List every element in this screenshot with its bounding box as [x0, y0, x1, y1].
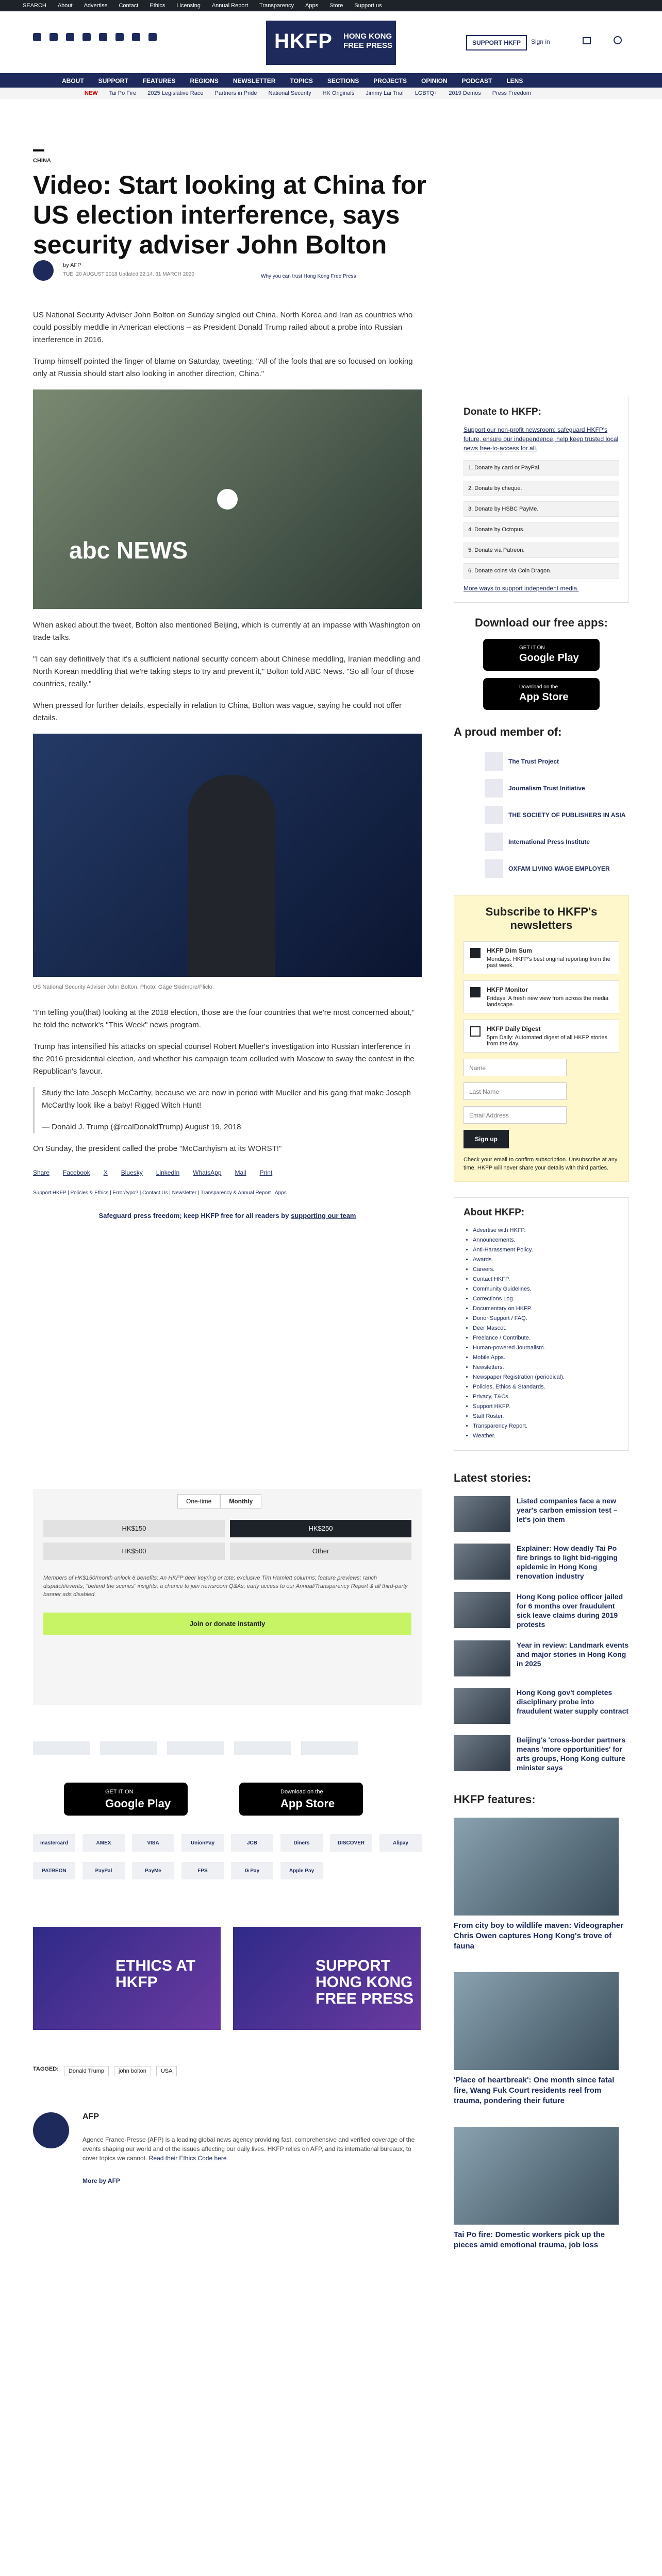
checkbox-icon[interactable]: [470, 987, 481, 997]
share-x[interactable]: X: [103, 1169, 108, 1176]
share-bar: [33, 1166, 422, 1179]
author-avatar[interactable]: [33, 260, 54, 281]
trust-link[interactable]: Why you can trust Hong Kong Free Press: [261, 274, 356, 279]
features-title: HKFP features:: [454, 1793, 536, 1806]
google-play-button[interactable]: [64, 1783, 188, 1816]
member-name: Journalism Trust Initiative: [508, 785, 585, 792]
partner-badge[interactable]: [33, 1741, 90, 1755]
promo-videos: [33, 1927, 421, 2030]
latest-story[interactable]: [454, 1735, 629, 1772]
twitter-icon[interactable]: [33, 33, 41, 41]
partner-badge[interactable]: [234, 1741, 291, 1755]
newsletter-monitor[interactable]: [464, 980, 619, 1013]
signin-link[interactable]: Sign in: [531, 38, 550, 45]
about-item[interactable]: • Transparency Report.: [473, 1421, 619, 1431]
jti-icon: [485, 779, 503, 798]
payme-icon: PayMe: [132, 1862, 174, 1879]
member-sopa[interactable]: [485, 802, 629, 828]
nav-about[interactable]: ABOUT: [62, 77, 84, 84]
member-name: The Trust Project: [508, 758, 559, 765]
about-item[interactable]: • Awards.: [473, 1255, 619, 1265]
nav-sections[interactable]: SECTIONS: [327, 77, 359, 84]
about-item[interactable]: • Support HKFP.: [473, 1402, 619, 1412]
story-thumbnail: [454, 1496, 510, 1532]
email-icon[interactable]: [132, 33, 140, 41]
photo-subject: [188, 775, 275, 977]
nl-name: HKFP Monitor: [487, 986, 528, 993]
author-byline[interactable]: by AFP: [63, 262, 81, 268]
donate-text[interactable]: Support our non-profit newsroom: safeguard HKFP's future, ensure our independence, help keep trusted local news free-to-access for all.: [464, 426, 619, 452]
abc-news-logo: abc NEWS: [69, 537, 188, 564]
topbar-about[interactable]: About: [57, 3, 73, 9]
donate-option[interactable]: 5. Donate via Patreon.: [464, 543, 619, 558]
tweet-text: Study the late Joseph McCarthy, because we are now in period with Mueller and his gang that make Joseph McCarthy look like a baby! Rigged Witch Hunt!: [42, 1089, 411, 1110]
about-item[interactable]: • Policies, Ethics & Standards.: [473, 1382, 619, 1392]
paypal-icon: PayPal: [82, 1862, 125, 1879]
about-item[interactable]: • Advertise with HKFP.: [473, 1226, 619, 1235]
more-ways-link[interactable]: More ways to support independent media.: [464, 585, 579, 592]
embedded-tweet: [33, 1087, 422, 1133]
article-title: Video: Start looking at China for US election interference, says security adviser John Bolton: [33, 171, 427, 259]
topbar-ethics[interactable]: Ethics: [150, 3, 166, 9]
name-field[interactable]: Name: [464, 1059, 567, 1076]
about-item[interactable]: • Mobile Apps.: [473, 1353, 619, 1363]
about-item[interactable]: • Corrections Log.: [473, 1294, 619, 1304]
support-promo[interactable]: [233, 1927, 421, 2030]
ipi-icon: [485, 833, 503, 851]
topbar-licensing[interactable]: Licensing: [176, 3, 201, 9]
nl-desc: Mondays: HKFP's best original reporting from the past week.: [487, 956, 610, 969]
payment-methods: [33, 1834, 422, 1879]
sidebar-google-play[interactable]: [483, 639, 600, 671]
paragraph: Trump himself pointed the finger of blame on Saturday, tweeting: "All of the fools that are so focused on looking only at Russia should start also looking in another direction, China.": [33, 357, 413, 378]
trend-item[interactable]: 2019 Demos: [449, 90, 481, 96]
tag-item[interactable]: USA: [156, 2066, 177, 2076]
about-item[interactable]: • Freelance / Contribute.: [473, 1333, 619, 1343]
article-date: TUE, 20 AUGUST 2018 Updated 22:14, 31 MARCH 2020: [63, 272, 194, 277]
story-headline: Year in review: Landmark events and major stories in Hong Kong in 2025: [517, 1641, 629, 1668]
mastercard-icon: mastercard: [33, 1834, 75, 1852]
photo-caption: US National Security Adviser John Bolton. Photo: Gage Skidmore/Flickr.: [33, 984, 214, 990]
donate-title: Donate to HKFP:: [464, 406, 541, 417]
promo-title: ETHICS AT HKFP: [115, 1957, 195, 1991]
donate-option[interactable]: 1. Donate by card or PayPal.: [464, 460, 619, 476]
promo-title: SUPPORT HONG KONG FREE PRESS: [316, 1957, 414, 2007]
nav-opinion[interactable]: OPINION: [421, 77, 448, 84]
donate-option[interactable]: 4. Donate by Octopus.: [464, 522, 619, 537]
article-body: [33, 309, 422, 1229]
member-title: A proud member of:: [454, 725, 562, 738]
story-headline: Explainer: How deadly Tai Po fire brings to light bid-rigging epidemic in Hong Kong renovation industry: [517, 1544, 618, 1580]
nav-podcast[interactable]: PODCAST: [461, 77, 492, 84]
applepay-icon: Apple Pay: [280, 1862, 323, 1879]
jcb-icon: JCB: [231, 1834, 273, 1852]
paragraph: When pressed for further details, especially in relation to China, Bolton was vague, saying he could not offer details.: [33, 701, 402, 722]
partner-badge[interactable]: [100, 1741, 157, 1755]
nl-name: HKFP Dim Sum: [487, 947, 532, 954]
about-item[interactable]: • Documentary on HKFP.: [473, 1304, 619, 1314]
about-item[interactable]: • Anti-Harassment Policy.: [473, 1245, 619, 1255]
sidebar: [454, 397, 629, 2271]
last-name-field[interactable]: Last Name: [464, 1082, 567, 1100]
checkbox-icon[interactable]: [470, 948, 481, 958]
share-bluesky[interactable]: Bluesky: [121, 1169, 143, 1176]
newsletter-title: Subscribe to HKFP's newsletters: [485, 905, 598, 931]
store-big: App Store: [280, 1797, 335, 1810]
site-logo[interactable]: [266, 21, 396, 65]
partner-badges: [33, 1741, 422, 1755]
nl-name: HKFP Daily Digest: [487, 1025, 541, 1032]
email-field[interactable]: Email Address: [464, 1106, 567, 1124]
newsletter-daily-digest[interactable]: [464, 1020, 619, 1053]
donate-option[interactable]: 2. Donate by cheque.: [464, 481, 619, 496]
latest-story[interactable]: [454, 1496, 629, 1532]
sopa-icon: [485, 806, 503, 824]
facebook-icon[interactable]: [49, 33, 58, 41]
member-name: THE SOCIETY OF PUBLISHERS IN ASIA: [508, 811, 626, 819]
play-icon[interactable]: [217, 489, 238, 510]
topbar-transparency[interactable]: Transparency: [259, 3, 294, 9]
about-item[interactable]: • Newsletters.: [473, 1363, 619, 1372]
story-thumbnail: [454, 1592, 510, 1628]
member-jti[interactable]: [485, 775, 629, 802]
store-big: App Store: [519, 691, 569, 703]
newsletter-note: Check your email to confirm subscription. Unsubscribe at any time. HKFP will never share your details with third parties.: [464, 1157, 618, 1171]
about-box: [454, 1197, 629, 1451]
app-store-button[interactable]: [239, 1783, 363, 1816]
section-divider: [33, 149, 44, 151]
story-thumbnail: [454, 1544, 510, 1580]
freq-monthly[interactable]: Monthly: [220, 1494, 261, 1509]
tag-list: [33, 2066, 177, 2076]
latest-story[interactable]: [454, 1544, 629, 1581]
nav-support[interactable]: SUPPORT: [98, 77, 128, 84]
article-photo: [33, 734, 422, 977]
feature-image: [454, 2127, 619, 2225]
share-linkedin[interactable]: LinkedIn: [156, 1169, 180, 1176]
topbar-contact[interactable]: Contact: [119, 3, 139, 9]
support-hkfp-button[interactable]: SUPPORT HKFP: [466, 35, 527, 50]
latest-story[interactable]: [454, 1688, 629, 1724]
topbar-support[interactable]: Support us: [354, 3, 382, 9]
paragraph: "I'm telling you(that) looking at the 2018 election, those are the four countries that we're most concerned about," he told the network's "This Week" news program.: [33, 1008, 415, 1029]
nav-topics[interactable]: TOPICS: [290, 77, 313, 84]
patreon-icon: PATREON: [33, 1862, 75, 1879]
about-item[interactable]: • Donor Support / FAQ.: [473, 1314, 619, 1324]
trending-nav: [0, 88, 662, 99]
about-item[interactable]: • Announcements.: [473, 1235, 619, 1245]
story-headline: Listed companies face a new year's carbon emission test – let's join them: [517, 1497, 618, 1523]
store-small: Download on the: [519, 684, 558, 690]
bio-text: Agence France-Presse (AFP) is a leading global news agency providing fast, comprehensive and verified coverage of the events shaping our world and of the issues affecting our daily lives. HKFP relies on AFP, and its international bureaux, to cover topics we cannot.: [82, 2136, 415, 2162]
donate-option[interactable]: 3. Donate by HSBC PayMe.: [464, 501, 619, 517]
nav-features[interactable]: FEATURES: [142, 77, 176, 84]
latest-story[interactable]: [454, 1592, 629, 1629]
discover-icon: DISCOVER: [330, 1834, 372, 1852]
share-mail[interactable]: Mail: [235, 1169, 246, 1176]
search-icon[interactable]: [614, 36, 622, 44]
store-small: GET IT ON: [519, 645, 545, 651]
partner-badge[interactable]: [167, 1741, 224, 1755]
feature-headline: Tai Po fire: Domestic workers pick up the pieces amid emotional trauma, job loss: [454, 2230, 605, 2249]
ethics-promo[interactable]: [33, 1927, 221, 2030]
join-donate-button[interactable]: Join or donate instantly: [43, 1613, 411, 1635]
about-item[interactable]: • Deer Mascot.: [473, 1324, 619, 1333]
gpay-icon: G Pay: [231, 1862, 273, 1879]
member-ipi[interactable]: [485, 828, 629, 855]
diners-icon: Diners: [280, 1834, 323, 1852]
youtube-icon[interactable]: [115, 33, 124, 41]
about-item[interactable]: • Newspaper Registration (periodical).: [473, 1372, 619, 1382]
nl-desc: Fridays: A fresh new view from across the media landscape.: [487, 995, 608, 1008]
feature-headline: From city boy to wildlife maven: Videographer Chris Owen captures Hong Kong's trove of fauna: [454, 1921, 623, 1951]
story-headline: Hong Kong gov't completes disciplinary probe into fraudulent water supply contract: [517, 1688, 629, 1715]
amount-150[interactable]: HK$150: [43, 1520, 225, 1537]
signup-button[interactable]: Sign up: [464, 1130, 509, 1148]
share-whatsapp[interactable]: WhatsApp: [193, 1169, 222, 1176]
alipay-icon: Alipay: [379, 1834, 422, 1852]
nav-lens[interactable]: LENS: [506, 77, 523, 84]
sidebar-donate: [454, 397, 629, 603]
amount-options: [43, 1520, 411, 1560]
author-bio-avatar[interactable]: [33, 2112, 69, 2148]
about-item[interactable]: • Weather.: [473, 1431, 619, 1441]
latest-title: Latest stories:: [454, 1471, 532, 1484]
ethics-code-link[interactable]: Read their Ethics Code here: [148, 2155, 227, 2162]
story-thumbnail: [454, 1688, 510, 1724]
about-list: [464, 1226, 619, 1441]
feature-image: [454, 1818, 619, 1916]
instagram-icon[interactable]: [66, 33, 74, 41]
feature-story[interactable]: [454, 2127, 629, 2250]
member-name: OXFAM LIVING WAGE EMPLOYER: [508, 865, 610, 872]
amex-icon: AMEX: [82, 1834, 125, 1852]
paragraph: US National Security Adviser John Bolton on Sunday singled out China, North Korea and Iran as countries who could possibly meddle in American elections – as President Donald Trump railed about a probe into Russian interference in 2016.: [33, 311, 413, 344]
threads-icon[interactable]: [82, 33, 91, 41]
about-item[interactable]: • Contact HKFP.: [473, 1275, 619, 1284]
trend-item[interactable]: National Security: [268, 90, 311, 96]
checkbox-icon[interactable]: [470, 1026, 481, 1037]
topbar-apps[interactable]: Apps: [305, 3, 319, 9]
member-name: International Press Institute: [508, 838, 590, 845]
feature-story[interactable]: [454, 1972, 629, 2106]
paragraph: Trump has intensified his attacks on special counsel Robert Mueller's investigation into Russian interference in the 2016 presidential election, and whether his campaign team colluded with Moscow to sway the contest in the Republican's favour.: [33, 1042, 415, 1076]
unionpay-icon: UnionPay: [181, 1834, 224, 1852]
article-tools[interactable]: Support HKFP | Policies & Ethics | Error/typo? | Contact Us | Newsletter | Transparency & Annual Report | Apps: [33, 1190, 287, 1196]
visa-icon: VISA: [132, 1834, 174, 1852]
trend-item[interactable]: HK Originals: [322, 90, 355, 96]
latest-stories: [454, 1496, 629, 1772]
author-bio-name[interactable]: AFP: [82, 2112, 99, 2121]
social-icons: [33, 33, 157, 41]
author-bio-desc: [82, 2135, 418, 2163]
main-nav: [0, 73, 662, 88]
paragraph: When asked about the tweet, Bolton also mentioned Beijing, which is currently at an impasse with Washington on trade talks.: [33, 621, 421, 642]
feature-headline: 'Place of heartbreak': One month since fatal fire, Wang Fuk Court residents reel from trauma, pondering their future: [454, 2076, 615, 2105]
tags-label: TAGGED:: [33, 2066, 59, 2072]
trend-item[interactable]: Press Freedom: [492, 90, 531, 96]
trend-item[interactable]: Jimmy Lai Trial: [366, 90, 404, 96]
topbar-advertise[interactable]: Advertise: [84, 3, 108, 9]
trend-item[interactable]: Tai Po Fire: [109, 90, 137, 96]
newsletter-signup: [454, 895, 629, 1182]
nl-desc: 5pm Daily: Automated digest of all HKFP stories from the day.: [487, 1035, 607, 1047]
member-trust-project[interactable]: [485, 748, 629, 775]
apps-title: Download our free apps:: [475, 616, 608, 629]
cart-icon[interactable]: [583, 37, 591, 44]
safeguard-text: Safeguard press freedom; keep HKFP free for all readers by: [98, 1212, 289, 1219]
tweet-attribution[interactable]: — Donald J. Trump (@realDonaldTrump) August 19, 2018: [42, 1123, 241, 1131]
amount-250[interactable]: HK$250: [230, 1520, 411, 1537]
utility-bar: [0, 0, 662, 11]
oxfam-icon: [485, 859, 503, 878]
rss-icon[interactable]: [148, 33, 157, 41]
donate-option[interactable]: 6. Donate coins via Coin Dragon.: [464, 563, 619, 579]
feature-image: [454, 1972, 619, 2070]
linkedin-icon[interactable]: [99, 33, 107, 41]
logo-line-1: HONG KONG: [343, 32, 392, 41]
story-headline: Hong Kong police officer jailed for 6 months over fraudulent sick leave claims during 2019 protests: [517, 1592, 623, 1629]
member-oxfam[interactable]: [485, 855, 629, 882]
member-perks: Members of HK$150/month unlock 6 benefits: An HKFP deer keyring or tote; exclusive Tim Hamlett columns; feature previews; ranch dispatch/events; "behind the scenes" insights; a chance to join newsroom Q&As; early access to our Annual/Transparency Report & all third-party banner ads disabled.: [43, 1575, 408, 1598]
freq-one-time[interactable]: One-time: [177, 1494, 220, 1509]
store-small: Download on the: [280, 1789, 323, 1795]
story-headline: Beijing's 'cross-border partners means 'more opportunities' for arts groups, Hong Kong culture minister says: [517, 1736, 626, 1772]
partner-badge[interactable]: [301, 1741, 358, 1755]
latest-story[interactable]: [454, 1640, 629, 1676]
sidebar-app-store[interactable]: [483, 678, 600, 710]
safeguard-link[interactable]: supporting our team: [291, 1212, 356, 1219]
about-title: About HKFP:: [464, 1207, 525, 1218]
story-thumbnail: [454, 1735, 510, 1771]
topbar-search[interactable]: SEARCH: [23, 3, 46, 9]
topbar-annual[interactable]: Annual Report: [211, 3, 249, 9]
frequency-toggle: [177, 1494, 261, 1509]
trend-item[interactable]: Partners in Pride: [214, 90, 257, 96]
story-thumbnail: [454, 1640, 510, 1676]
fps-icon: FPS: [181, 1862, 224, 1879]
share-print[interactable]: Print: [259, 1169, 273, 1176]
share-facebook[interactable]: Facebook: [63, 1169, 90, 1176]
nav-newsletter[interactable]: NEWSLETTER: [233, 77, 276, 84]
app-store-buttons: [64, 1783, 363, 1816]
newsletter-dim-sum[interactable]: [464, 941, 619, 974]
about-item[interactable]: • Human-powered Journalism.: [473, 1343, 619, 1353]
feature-story[interactable]: [454, 1818, 629, 1952]
trend-item[interactable]: LGBTQ+: [415, 90, 438, 96]
trend-item[interactable]: 2025 Legislative Race: [147, 90, 204, 96]
donate-widget: [33, 1489, 422, 1705]
about-item[interactable]: • Careers.: [473, 1265, 619, 1275]
about-item[interactable]: • Privacy, T&Cs.: [473, 1392, 619, 1402]
new-badge: NEW: [85, 90, 98, 96]
nav-regions[interactable]: REGIONS: [190, 77, 219, 84]
logo-subtitle: [343, 32, 392, 50]
paragraph: "I can say definitively that it's a sufficient national security concern about Chinese meddling, Iranian meddling and North Korean meddling that we're taking steps to try and prevent it," Bolton told ABC News. "So all four of those countries, really.": [33, 655, 420, 688]
paragraph: On Sunday, the president called the probe "McCarthyism at its WORST!": [33, 1144, 282, 1153]
topbar-store[interactable]: Store: [329, 3, 343, 9]
logo-wordmark: HKFP: [274, 30, 333, 53]
about-item[interactable]: • Community Guidelines.: [473, 1284, 619, 1294]
category-label[interactable]: CHINA: [33, 158, 51, 164]
store-big: Google Play: [105, 1797, 171, 1810]
logo-line-2: FREE PRESS: [343, 41, 393, 50]
video-player[interactable]: [33, 389, 422, 609]
tag-item[interactable]: Donald Trump: [64, 2066, 109, 2076]
share-label: Share: [33, 1169, 50, 1176]
nav-projects[interactable]: PROJECTS: [373, 77, 407, 84]
amount-other[interactable]: Other: [230, 1543, 411, 1560]
about-item[interactable]: • Staff Roster.: [473, 1412, 619, 1421]
tag-item[interactable]: john bolton: [114, 2066, 151, 2076]
amount-500[interactable]: HK$500: [43, 1543, 225, 1560]
store-small: GET IT ON: [105, 1789, 134, 1795]
trust-project-icon: [485, 752, 503, 771]
more-by-author[interactable]: More by AFP: [82, 2177, 120, 2184]
safeguard-banner: [33, 1210, 422, 1222]
store-big: Google Play: [519, 652, 579, 664]
